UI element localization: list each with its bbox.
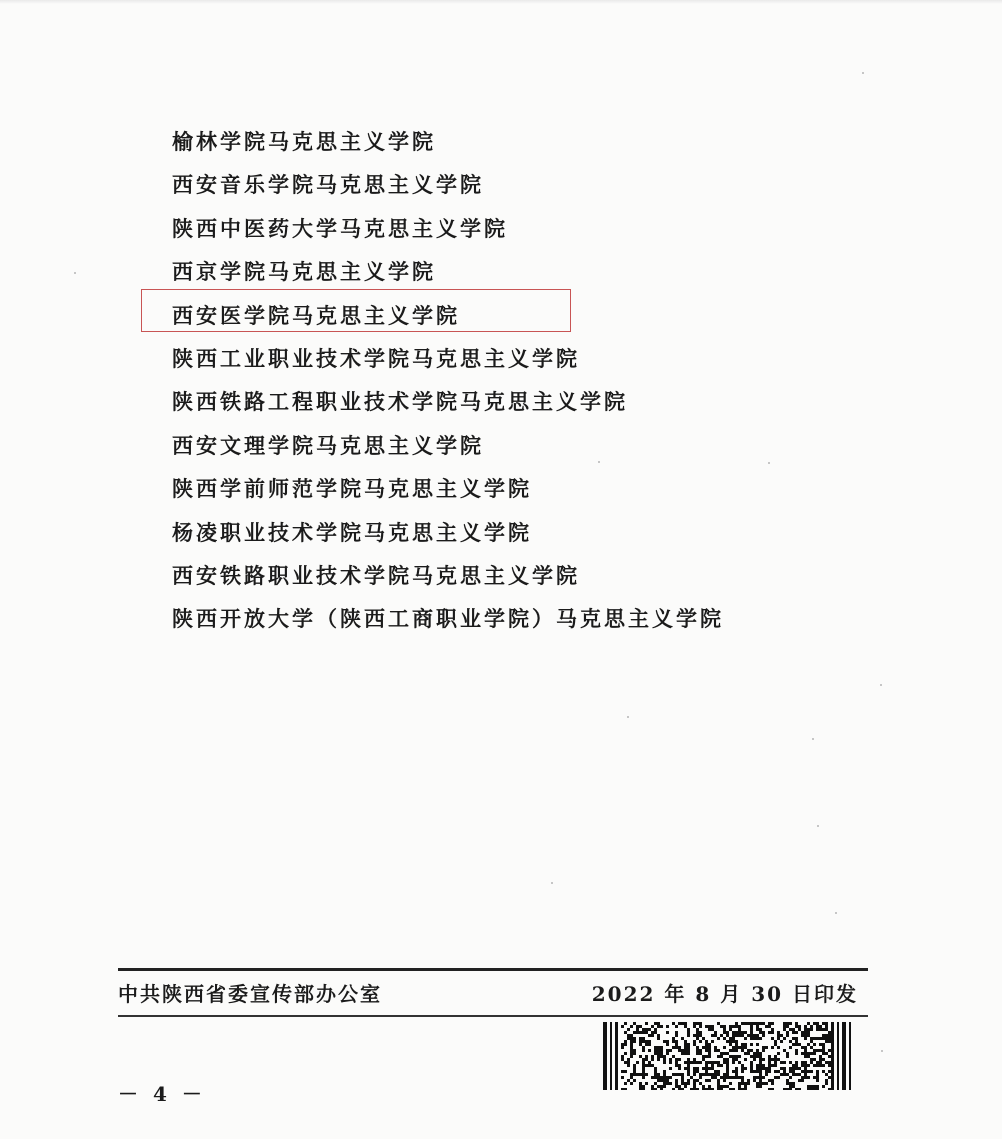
scan-speck: [598, 461, 600, 463]
list-item: 陕西中医药大学马克思主义学院: [172, 215, 508, 241]
list-item: 西安医学院马克思主义学院: [172, 302, 460, 328]
list-item: 西安音乐学院马克思主义学院: [172, 172, 484, 198]
scan-speck: [880, 684, 882, 686]
issuing-office: 中共陕西省委宣传部办公室: [118, 982, 382, 1006]
list-item: 西京学院马克思主义学院: [172, 259, 436, 285]
highlight-box: [141, 289, 571, 332]
scan-speck: [768, 462, 770, 464]
list-item: 杨凌职业技术学院马克思主义学院: [172, 519, 532, 545]
list-item: 西安铁路职业技术学院马克思主义学院: [172, 562, 580, 588]
page-number: － 4 －: [118, 1082, 206, 1106]
scan-speck: [862, 72, 864, 74]
scan-speck: [817, 825, 819, 827]
list-item: 陕西铁路工程职业技术学院马克思主义学院: [172, 389, 628, 415]
list-item: 陕西开放大学（陕西工商职业学院）马克思主义学院: [172, 606, 724, 632]
scan-edge: [0, 0, 1002, 4]
scan-speck: [551, 882, 553, 884]
scan-speck: [881, 1050, 883, 1052]
issue-date: 2022 年 8 月 30 日印发: [591, 982, 858, 1006]
list-item: 榆林学院马克思主义学院: [172, 129, 436, 154]
scan-speck: [74, 272, 76, 274]
footer-rule-top: [118, 968, 868, 971]
list-item: 陕西学前师范学院马克思主义学院: [172, 476, 532, 502]
footer-rule-bottom: [118, 1015, 868, 1017]
scan-speck: [812, 738, 814, 740]
scan-speck: [835, 912, 837, 914]
list-item: 西安文理学院马克思主义学院: [172, 432, 484, 458]
institution-list: [172, 122, 724, 643]
scan-speck: [627, 716, 629, 718]
list-item: 陕西工业职业技术学院马克思主义学院: [172, 345, 580, 371]
barcode-icon: [603, 1022, 853, 1090]
